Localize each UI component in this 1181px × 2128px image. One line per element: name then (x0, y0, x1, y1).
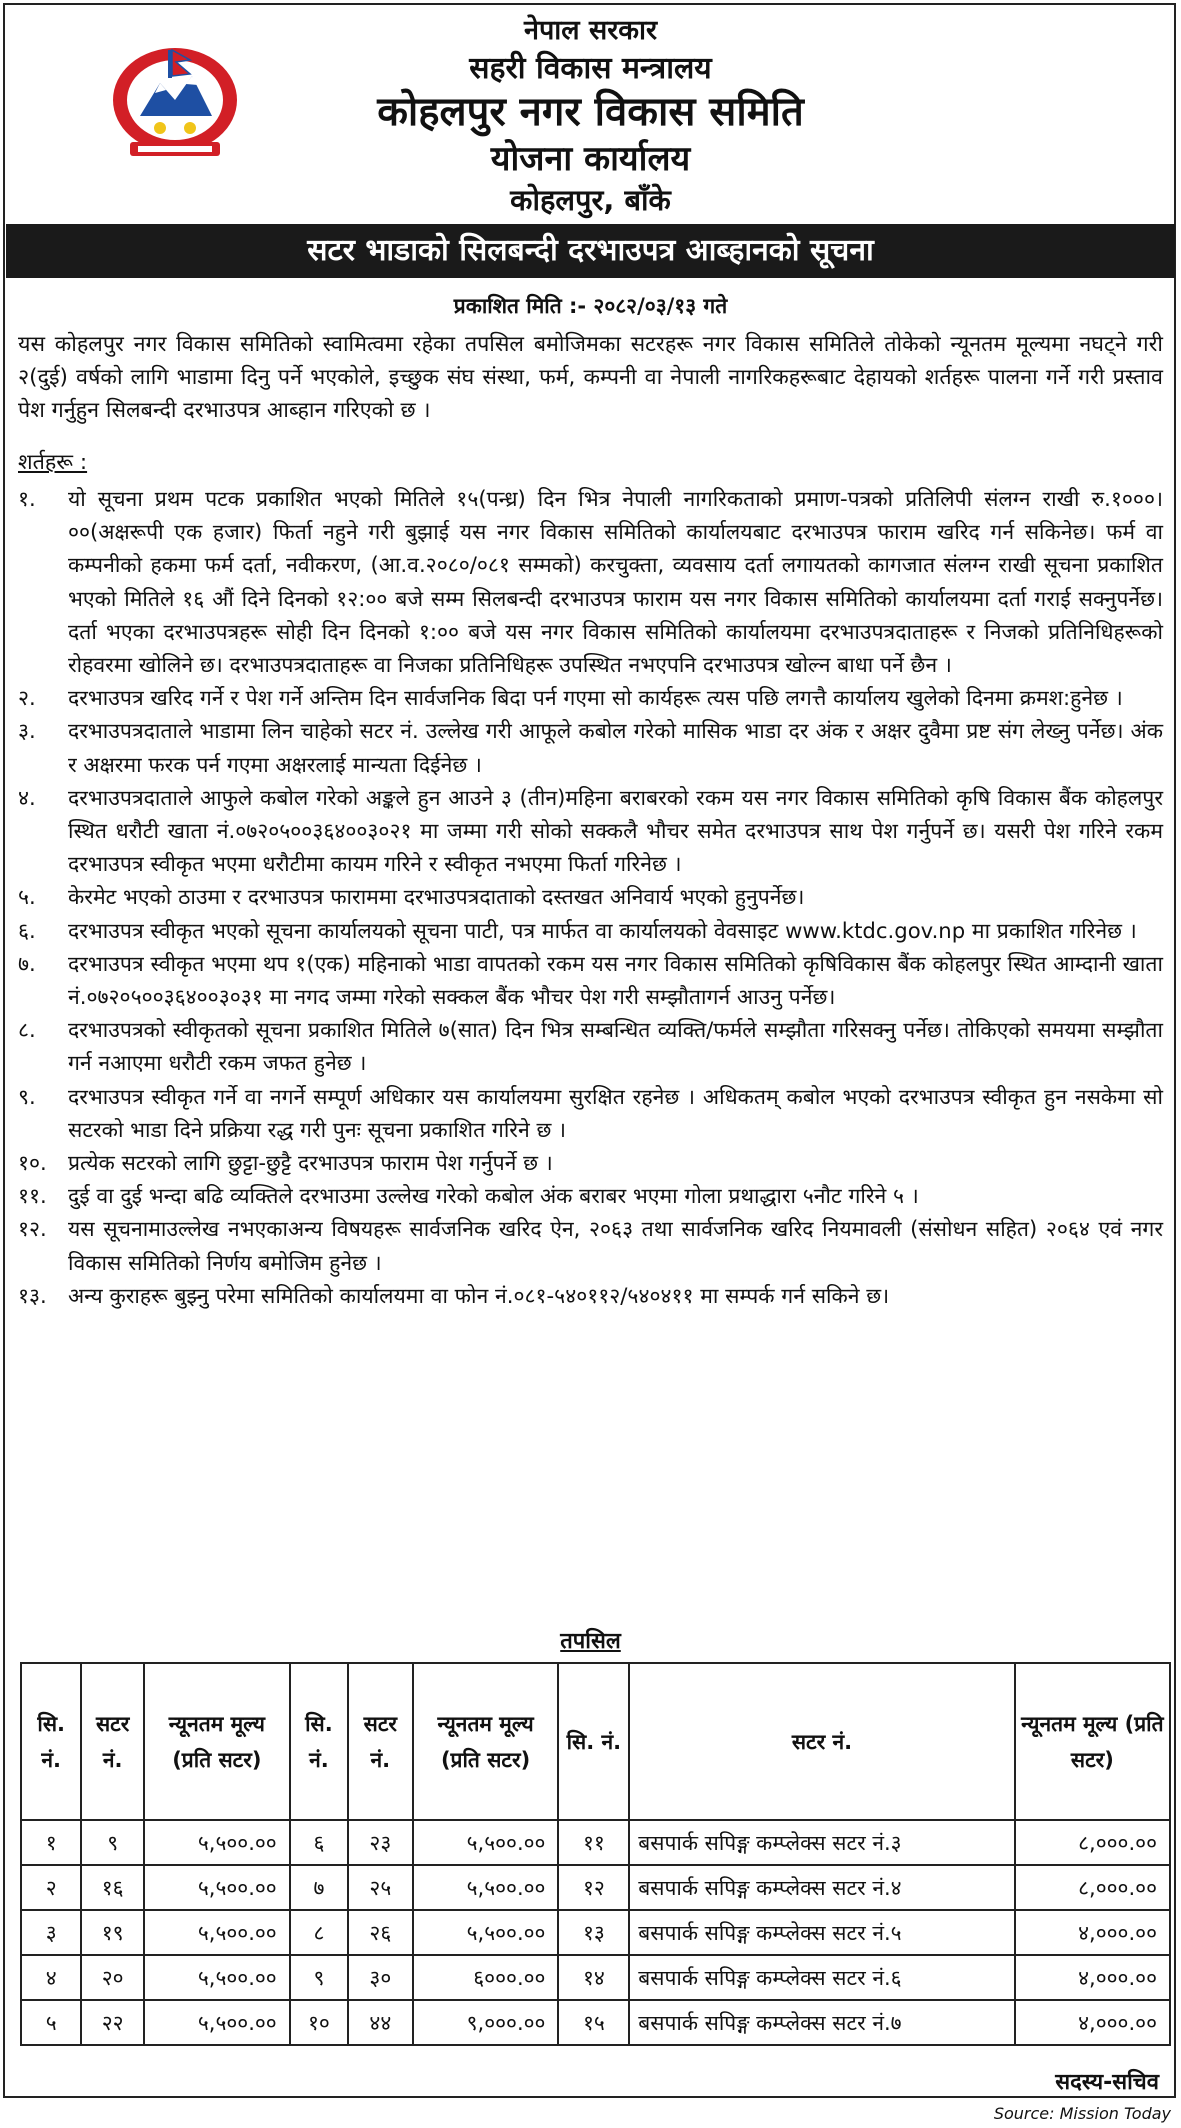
condition-item (18, 880, 1163, 913)
schedule-title: तपसिल (560, 1629, 621, 1654)
condition-text: दरभाउपत्रदाताले आफुले कबोल गरेको अङ्कले हुन आउने ३ (तीन)महिना बराबरको रकम यस नगर विकास समितिको कृषि विकास बैंक कोहलपुर स्थित धरौटी खाता नं.०७२०५००३६४००३०२१ मा जम्मा गरी सोको सक्कलै भौचर समेत दरभाउपत्र साथ पेश गर्नुपर्ने छ। यसरी पेश गरिने रकम दरभाउपत्र स्वीकृत भएमा धरौटीमा कायम गरिने र स्वीकृत नभएमा फिर्ता गरिनेछ । (68, 784, 1163, 877)
table-row (21, 1865, 1170, 1910)
cell-sn: ५ (21, 2000, 81, 2045)
cell-sn: १५ (558, 2000, 629, 2045)
published-date: प्रकाशित मिति :- २०८२/०३/१३ गते (453, 294, 728, 318)
condition-item (18, 1013, 1163, 1079)
condition-text: अन्य कुराहरू बुझ्नु परेमा समितिको कार्यालयमा वा फोन नं.०८१-५४०११२/५४०४११ मा सम्पर्क गर्न सकिने छ। (68, 1282, 890, 1308)
condition-item (18, 1279, 1163, 1312)
condition-item (18, 482, 1163, 681)
condition-text: यो सूचना प्रथम पटक प्रकाशित भएको मितिले १५(पन्ध्र) दिन भित्र नेपाली नागरिकताको प्रमाण-पत्रको प्रतिलिपी संलग्न राखी रु.१०००।००(अक्षरूपी एक हजार) फिर्ता नहुने गरी बुझाई यस नगर विकास समितिको कार्यालयबाट दरभाउपत्र फाराम खरिद गर्न सकिनेछ। फर्म वा कम्पनीको हकमा फर्म दर्ता, नवीकरण, (आ.व.२०८०/०८१ सम्मको) करचुक्ता, व्यवसाय दर्ता लगायतको कागजात संलग्न राखी सूचना प्रकाशित भएको मितिले १६ औं दिने दिनको १२:०० बजे सम्म सिलबन्दी दरभाउपत्र फाराम यस नगर विकास समितिको कार्यालयमा दर्ता गराई सक्नुपर्नेछ। दर्ता भएका दरभाउपत्रहरू सोही दिन दिनको १:०० बजे यस नगर विकास समितिको कार्यालयमा दरभाउपत्रदाताहरू र निजको प्रतिनिधिहरूको रोहवरमा खोलिने छ। दरभाउपत्रदाताहरू वा निजका प्रतिनिधिहरू उपस्थित नभएपनि दरभाउपत्र खोल्न बाधा पर्ने छैन । (68, 486, 1163, 678)
cell-sn: ७ (290, 1865, 348, 1910)
condition-number: ७. (18, 950, 36, 976)
cell-shutter: १६ (81, 1865, 144, 1910)
header-shutter: सटर नं. (81, 1663, 144, 1820)
cell-sn: ९ (290, 1955, 348, 2000)
cell-price: ५,५००.०० (413, 1820, 559, 1865)
condition-item (18, 1146, 1163, 1179)
condition-number: ११. (18, 1183, 47, 1209)
condition-number: १३. (18, 1282, 47, 1308)
condition-text: दरभाउपत्र खरिद गर्ने र पेश गर्ने अन्तिम दिन सार्वजनिक बिदा पर्न गएमा सो कार्यहरू त्यस पछि लगत्तै कार्यालय खुलेको दिनमा क्रमश:हुनेछ । (68, 685, 1123, 711)
condition-number: ५. (18, 884, 36, 910)
condition-text: दरभाउपत्रको स्वीकृतको सूचना प्रकाशित मितिले ७(सात) दिन भित्र सम्बन्धित व्यक्ति/फर्मले सम्झौता गरिसक्नु पर्नेछ। तोकिएको समयमा सम्झौता गर्न नआएमा धरौटी रकम जफत हुनेछ । (68, 1017, 1163, 1076)
cell-sn: ६ (290, 1820, 348, 1865)
condition-text: दुई वा दुई भन्दा बढि व्यक्तिले दरभाउमा उल्लेख गरेको कबोल अंक बराबर भएमा गोला प्रथाद्धारा ५नौट गरिने ५ । (68, 1183, 919, 1209)
cell-shutter: २० (81, 1955, 144, 2000)
condition-text: केरमेट भएको ठाउमा र दरभाउपत्र फाराममा दरभाउपत्रदाताको दस्तखत अनिवार्य भएको हुनुपर्नेछ। (68, 884, 805, 910)
intro-paragraph: यस कोहलपुर नगर विकास समितिको स्वामित्वमा रहेका तपसिल बमोजिमका सटरहरू नगर विकास समितिले तोकेको न्यूनतम मूल्यमा नघट्ने गरी २(दुई) वर्षको लागि भाडामा दिनु पर्ने भएकोले, इच्छुक संघ संस्था, फर्म, कम्पनी वा नेपाली नागरिकहरूबाट देहायको शर्तहरू पालना गर्ने गरी प्रस्ताव पेश गर्नुहुन सिलबन्दी दरभाउपत्र आब्हान गरिएको छ । (18, 332, 1163, 423)
shutter-schedule-table (20, 1662, 1171, 2046)
signature-title: सदस्य-सचिव (1055, 2070, 1159, 2095)
condition-item (18, 1080, 1163, 1146)
cell-shutter: २२ (81, 2000, 144, 2045)
table-row (21, 1955, 1170, 2000)
cell-price: ८,०००.०० (1015, 1865, 1170, 1910)
cell-price: ६०००.०० (413, 1955, 559, 2000)
condition-number: १. (18, 486, 36, 511)
header-sn: सि. नं. (558, 1663, 629, 1820)
cell-price: ५,५००.०० (144, 1910, 290, 1955)
cell-sn: ३ (21, 1910, 81, 1955)
cell-shutter: ४४ (348, 2000, 413, 2045)
table-row (21, 2000, 1170, 2045)
condition-item (18, 914, 1163, 947)
condition-text: यस सूचनामाउल्लेख नभएकाअन्य विषयहरू सार्वजनिक खरिद ऐन, २०६३ तथा सार्वजनिक खरिद नियमावली (संसोधन सहित) २०६४ एवं नगर विकास समितिको निर्णय बमोजिम हुनेछ । (68, 1216, 1163, 1275)
table-header-row (21, 1663, 1170, 1820)
office-name: योजना कार्यालय (490, 139, 691, 179)
cell-shutter: बसपार्क सपिङ्ग कम्प्लेक्स सटर नं.७ (629, 2000, 1014, 2045)
letterhead (0, 0, 1181, 222)
notice-title: सटर भाडाको सिलबन्दी दरभाउपत्र आब्हानको सूचना (6, 224, 1175, 278)
header-min-price: न्यूनतम मूल्य (प्रति सटर) (1015, 1663, 1170, 1820)
cell-sn: ८ (290, 1910, 348, 1955)
cell-shutter: बसपार्क सपिङ्ग कम्प्लेक्स सटर नं.४ (629, 1865, 1014, 1910)
cell-price: ५,५००.०० (144, 1865, 290, 1910)
cell-sn: १ (21, 1820, 81, 1865)
condition-number: ९. (18, 1083, 36, 1109)
office-address: कोहलपुर, बाँके (510, 183, 671, 217)
cell-shutter: बसपार्क सपिङ्ग कम्प्लेक्स सटर नं.६ (629, 1955, 1014, 2000)
cell-price: ५,५००.०० (413, 1865, 559, 1910)
condition-item (18, 781, 1163, 881)
cell-shutter: २६ (348, 1910, 413, 1955)
condition-number: १२. (18, 1216, 47, 1242)
table-row (21, 1820, 1170, 1865)
header-min-price: न्यूनतम मूल्य (प्रति सटर) (144, 1663, 290, 1820)
condition-text: प्रत्येक सटरको लागि छुट्टा-छुट्टै दरभाउपत्र फाराम पेश गर्नुपर्ने छ । (68, 1150, 553, 1176)
cell-shutter: २५ (348, 1865, 413, 1910)
cell-price: ४,०००.०० (1015, 1910, 1170, 1955)
header-sn: सि. नं. (21, 1663, 81, 1820)
condition-number: ६. (18, 917, 36, 943)
condition-number: १०. (18, 1150, 47, 1176)
condition-item (18, 1179, 1163, 1212)
ministry-name: सहरी विकास मन्त्रालय (469, 51, 712, 86)
condition-number: ४. (18, 784, 36, 810)
condition-item (18, 714, 1163, 780)
condition-text: दरभाउपत्रदाताले भाडामा लिन चाहेको सटर नं. उल्लेख गरी आफूले कबोल गरेको मासिक भाडा दर अंक र अक्षर दुवैमा प्रष्ट संग लेख्नु पर्नेछ। अंक र अक्षरमा फरक पर्न गएमा अक्षरलाई मान्यता दिईनेछ । (68, 718, 1164, 777)
cell-shutter: ९ (81, 1820, 144, 1865)
condition-number: ३. (18, 718, 36, 744)
conditions-list (18, 482, 1163, 1312)
condition-item (18, 947, 1163, 1013)
cell-sn: ४ (21, 1955, 81, 2000)
cell-sn: २ (21, 1865, 81, 1910)
cell-price: ९,०००.०० (413, 2000, 559, 2045)
cell-price: ५,५००.०० (413, 1910, 559, 1955)
table-row (21, 1910, 1170, 1955)
cell-sn: १० (290, 2000, 348, 2045)
condition-text: दरभाउपत्र स्वीकृत भएको सूचना कार्यालयको सूचना पाटी, पत्र मार्फत वा कार्यालयको वेवसाइट www.ktdc.gov.np मा प्रकाशित गरिनेछ । (68, 917, 1137, 943)
cell-shutter: ३० (348, 1955, 413, 2000)
cell-shutter: २३ (348, 1820, 413, 1865)
condition-text: दरभाउपत्र स्वीकृत गर्ने वा नगर्ने सम्पूर्ण अधिकार यस कार्यालयमा सुरक्षित रहनेछ । अधिकतम् कबोल भएको दरभाउपत्र स्वीकृत हुन नसकेमा सो सटरको भाडा दिने प्रक्रिया रद्ध गरी पुनः सूचना प्रकाशित गरिने छ । (68, 1083, 1163, 1142)
header-sn: सि. नं. (290, 1663, 348, 1820)
cell-price: ५,५००.०० (144, 2000, 290, 2045)
condition-number: ८. (18, 1017, 36, 1043)
header-min-price: न्यूनतम मूल्य (प्रति सटर) (413, 1663, 559, 1820)
terms-heading: शर्तहरू : (18, 450, 88, 475)
govt-name: नेपाल सरकार (523, 15, 658, 46)
cell-price: ४,०००.०० (1015, 1955, 1170, 2000)
header-shutter: सटर नं. (348, 1663, 413, 1820)
cell-sn: १२ (558, 1865, 629, 1910)
cell-shutter: बसपार्क सपिङ्ग कम्प्लेक्स सटर नं.३ (629, 1820, 1014, 1865)
condition-number: २. (18, 685, 36, 711)
committee-name: कोहलपुर नगर विकास समिति (377, 89, 804, 135)
cell-price: ५,५००.०० (144, 1955, 290, 2000)
header-shutter: सटर नं. (629, 1663, 1014, 1820)
cell-price: ५,५००.०० (144, 1820, 290, 1865)
cell-price: ४,०००.०० (1015, 2000, 1170, 2045)
source-credit: Source: Mission Today (993, 2104, 1171, 2123)
cell-sn: १४ (558, 1955, 629, 2000)
cell-sn: ११ (558, 1820, 629, 1865)
condition-item (18, 1212, 1163, 1278)
cell-shutter: १९ (81, 1910, 144, 1955)
cell-shutter: बसपार्क सपिङ्ग कम्प्लेक्स सटर नं.५ (629, 1910, 1014, 1955)
cell-sn: १३ (558, 1910, 629, 1955)
condition-text: दरभाउपत्र स्वीकृत भएमा थप १(एक) महिनाको भाडा वापतको रकम यस नगर विकास समितिको कृषिविकास बैंक कोहलपुर स्थित आम्दानी खाता नं.०७२०५००३६४००३०३१ मा नगद जम्मा गरेको सक्कल बैंक भौचर पेश गरी सम्झौतागर्न आउनु पर्नेछ। (68, 950, 1163, 1010)
cell-price: ८,०००.०० (1015, 1820, 1170, 1865)
condition-item (18, 681, 1163, 714)
